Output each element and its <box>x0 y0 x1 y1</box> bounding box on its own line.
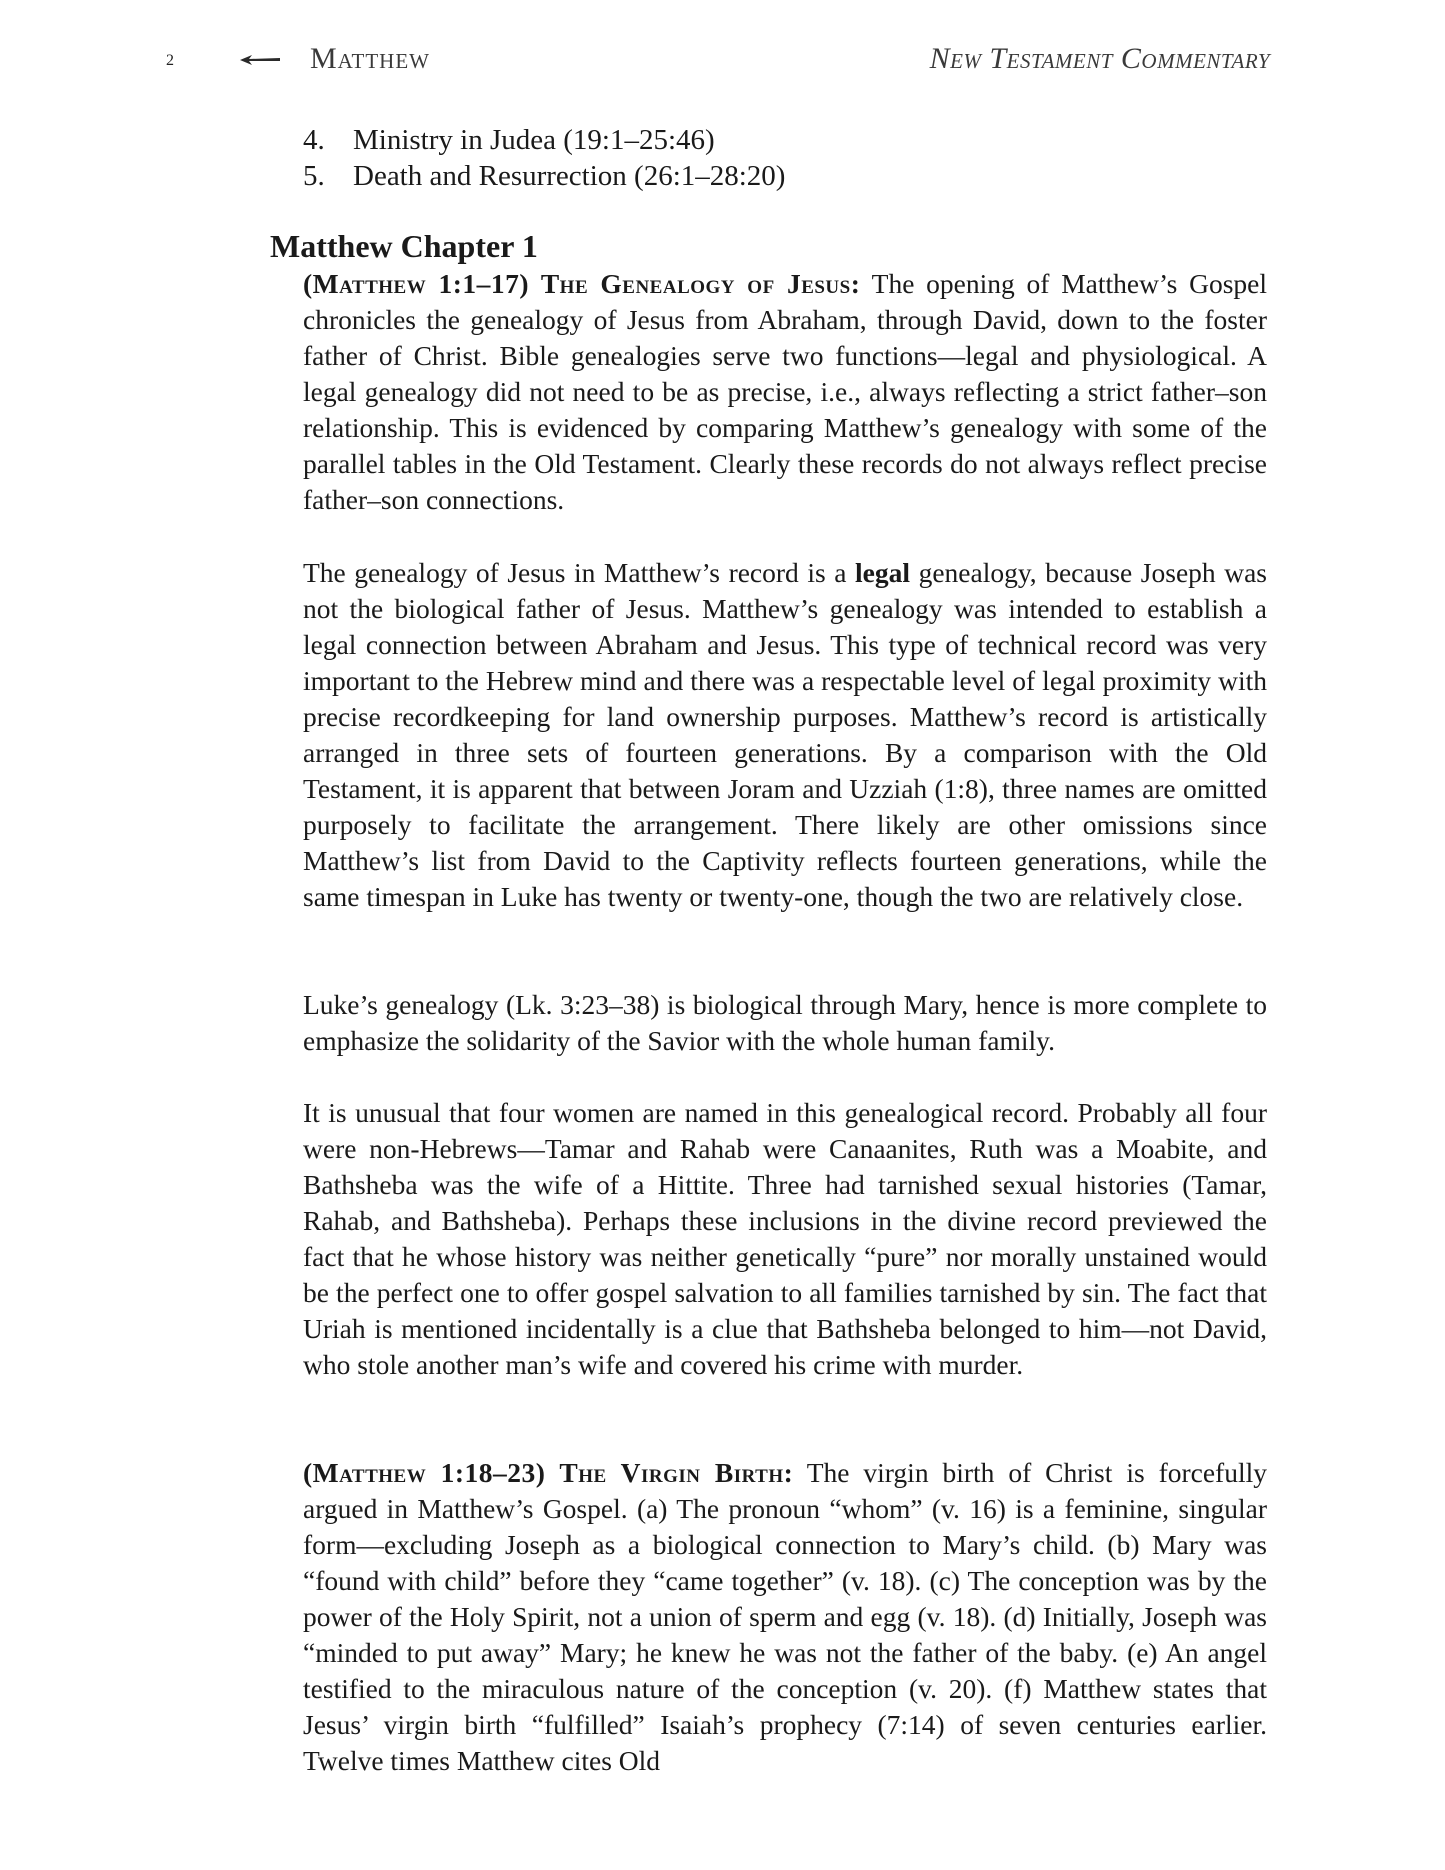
left-arrow-ornament-icon <box>238 53 282 67</box>
page-number: 2 <box>166 52 174 69</box>
running-head-book: Matthew <box>310 42 430 75</box>
emphasis-legal: legal <box>855 557 911 588</box>
outline-item <box>303 122 785 158</box>
paragraph-text: The opening of Matthew’s Gospel chronicles the genealogy of Jesus from Abraham, through David, down to the foster father of Christ. Bible genealogies serve two functions—legal and physiological. A legal genealogy did not need to be as precise, i.e., always reflecting a strict father–son relationship. This is evidenced by comparing Matthew’s genealogy with some of the parallel tables in the Old Testament. Clearly these records do not always reflect precise father–son connections. <box>303 268 1267 515</box>
outline-item <box>303 158 785 194</box>
paragraph-genealogy <box>303 266 1267 518</box>
section-heading-virgin-birth: (Matthew 1:18–23) The Virgin Birth: <box>303 1457 794 1488</box>
paragraph-virgin-birth <box>303 1455 1267 1779</box>
outline-text: Death and Resurrection (26:1–28:20) <box>353 160 786 192</box>
paragraph-four-women: It is unusual that four women are named in this genealogical record. Probably all four were non-Hebrews—Tamar and Rahab were Canaanites, Ruth was a Moabite, and Bathsheba was the wife of a Hittite. Three had tarnished sexual histories (Tamar, Rahab, and Bathsheba). Perhaps these inclusions in the divine record previewed the fact that he whose history was neither genetically “pure” nor morally unstained would be the perfect one to offer gospel salvation to all families tarnished by sin. The fact that Uriah is mentioned incidentally is a clue that Bathsheba belonged to him—not David, who stole another man’s wife and covered his crime with murder. <box>303 1097 1267 1380</box>
paragraph-luke-genealogy: Luke’s genealogy (Lk. 3:23–38) is biological through Mary, hence is more complete to emphasize the solidarity of the Savior with the whole human family. <box>303 989 1267 1056</box>
paragraph-text: The virgin birth of Christ is forcefully argued in Matthew’s Gospel. (a) The pronoun “whom” (v. 16) is a feminine, singular form—excluding Joseph as a biological connection to Mary’s child. (b) Mary was “found with child” before they “came together” (v. 18). (c) The conception was by the power of the Holy Spirit, not a union of sperm and egg (v. 18). (d) Initially, Joseph was “minded to put away” Mary; he knew he was not the father of the baby. (e) An angel testified to the miraculous nature of the conception (v. 20). (f) Matthew states that Jesus’ virgin birth “fulfilled” Isaiah’s prophecy (7:14) of seven centuries earlier. Twelve times Matthew cites Old <box>303 1457 1267 1776</box>
paragraph-text: genealogy, because Joseph was not the biological father of Jesus. Matthew’s genealogy was intended to establish a legal connection between Abraham and Jesus. This type of technical record was very important to the Hebrew mind and there was a respectable level of legal proximity with precise recordkeeping for land ownership purposes. Matthew’s record is artistically arranged in three sets of fourteen generations. By a comparison with the Old Testament, it is apparent that between Joram and Uzziah (1:8), three names are omitted purposely to facilitate the arrangement. There likely are other omissions since Matthew’s list from David to the Captivity reflects fourteen generations, while the same timespan in Luke has twenty or twenty-one, though the two are relatively close. <box>303 557 1267 912</box>
outline-list <box>303 122 785 194</box>
section-heading-genealogy: (Matthew 1:1–17) The Genealogy of Jesus: <box>303 268 861 299</box>
outline-number: 5. <box>303 160 325 192</box>
outline-number: 4. <box>303 124 325 156</box>
paragraph-text: The genealogy of Jesus in Matthew’s record is a <box>303 557 856 588</box>
paragraph-legal-genealogy <box>303 555 1267 915</box>
outline-text: Ministry in Judea (19:1–25:46) <box>353 124 715 156</box>
running-head-series: New Testament Commentary <box>929 42 1270 75</box>
chapter-title: Matthew Chapter 1 <box>270 228 538 264</box>
